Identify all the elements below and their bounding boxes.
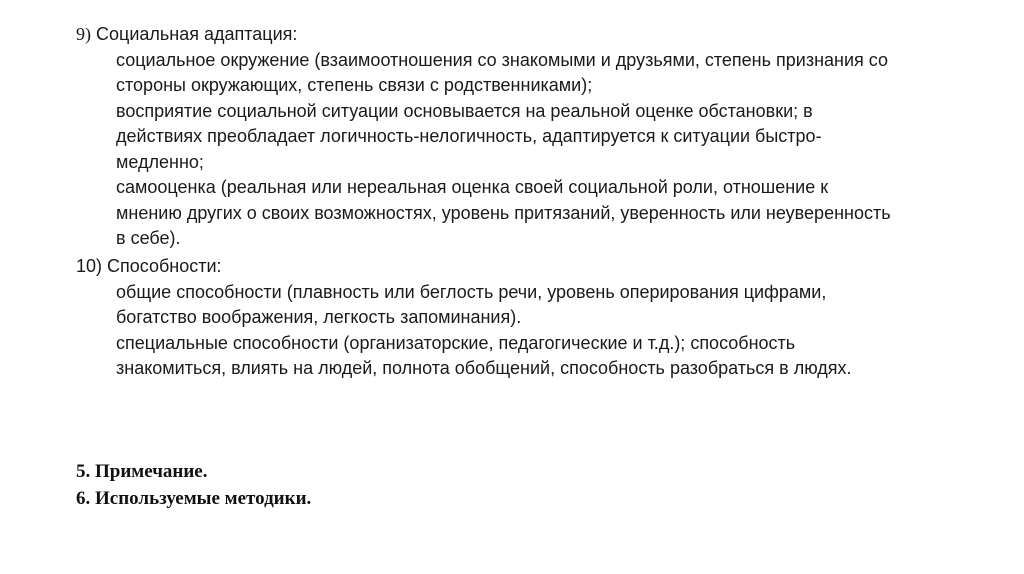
paragraph-social-perception: восприятие социальной ситуации основывается на реальной оценке обстановки; в действиях преобладает логичность-нелогичность, адаптируется к ситуации быстро-медленно; bbox=[116, 100, 822, 172]
section-social-adaptation bbox=[76, 22, 936, 252]
paragraph-special-abilities: специальные способности (организаторские, педагогические и т.д.); способность знакомиться, влиять на людей, полнота обобщений, способность разобраться в людях. bbox=[116, 332, 852, 378]
section-title: Социальная адаптация: bbox=[96, 24, 298, 44]
section-heading bbox=[76, 22, 936, 48]
section-number: 9) bbox=[76, 24, 91, 44]
section-number: 10) bbox=[76, 256, 103, 276]
methods-heading: 6. Используемые методики. bbox=[76, 488, 312, 509]
section-abilities bbox=[76, 254, 936, 382]
paragraph-social-environment: социальное окружение (взаимоотношения со знакомыми и друзьями, степень признания со стороны окружающих, степень связи с родственниками); bbox=[116, 49, 888, 95]
section-title: Способности: bbox=[107, 256, 222, 276]
section-heading bbox=[76, 254, 936, 280]
note-heading: 5. Примечание. bbox=[76, 461, 208, 482]
paragraph-self-esteem: самооценка (реальная или нереальная оценка своей социальной роли, отношение к мнению других о своих возможностях, уровень притязаний, уверенность или неуверенность в себе). bbox=[116, 177, 891, 248]
paragraph-general-abilities: общие способности (плавность или беглость речи, уровень оперирования цифрами, богатство воображения, легкость запоминания). bbox=[116, 281, 827, 327]
